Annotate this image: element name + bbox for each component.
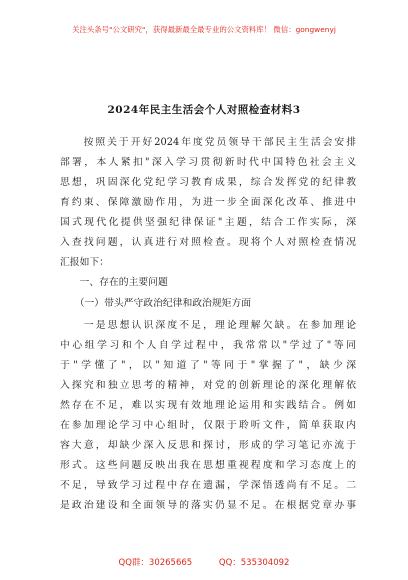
body-line: 入探究和独立思考的精神，对党的创新理论的深化理解依: [60, 380, 356, 391]
body-line: 不足，导致学习过程中存在遗漏，学深悟透尚有不足。二: [60, 480, 356, 491]
body-line: 国式现代化提供坚强纪律保证"主题，结合工作实际，深: [60, 217, 356, 228]
body-line: 在参加理论学习中心组时，仅限于聆听文件，简单获取内: [60, 420, 356, 431]
body-line: 入查找问题，认真进行对照检查。现将个人对照检查情况: [60, 237, 356, 248]
body-line: 按照关于开好2024年度党员领导干部民主生活会安排: [60, 137, 356, 148]
body-line: 汇报如下：: [60, 257, 109, 268]
body-line: 育约束、保障激励作用，为进一步全面深化改革、推进中: [60, 197, 356, 208]
body-line: 是政治建设和全面领导的落实仍显不足。在根据党章办事: [60, 500, 356, 511]
body-line: 于"学懂了"，以"知道了"等同于"掌握了"，缺少深: [60, 360, 356, 371]
body-line: 中心组学习和个人自学过程中，我常常以"学过了"等同: [60, 340, 356, 351]
document-title: 2024年民主生活会个人对照检查材料3: [107, 104, 301, 116]
body-line: 然存在不足，难以实现有效地理论运用和实践结合。例如: [60, 400, 356, 411]
body-line: 部署，本人紧扣"深入学习贯彻新时代中国特色社会主义: [60, 157, 356, 168]
body-line: 容大意，却缺少深入反思和探讨，形成的学习笔记亦流于: [60, 440, 356, 451]
subsection-heading: （一）带头严守政治纪律和政治规矩方面: [60, 298, 252, 309]
body-line: 一是思想认识深度不足，理论理解欠缺。在参加理论: [60, 320, 356, 331]
footer-contact: [0, 556, 408, 568]
footer-qq-group: QQ群：30265665: [118, 558, 193, 568]
body-line: 形式。这些问题反映出我在思想重视程度和学习态度上的: [60, 460, 356, 471]
section-heading: 一、存在的主要问题: [60, 277, 168, 288]
header-banner: 关注头条号"公文研究"，获得最新最全最专业的公文资料库！ 微信：gongwenyj: [72, 25, 336, 34]
footer-qq: QQ：535304092: [218, 558, 290, 568]
body-line: 思想，巩固深化党纪学习教育成果，综合发挥党的纪律教: [60, 177, 356, 188]
